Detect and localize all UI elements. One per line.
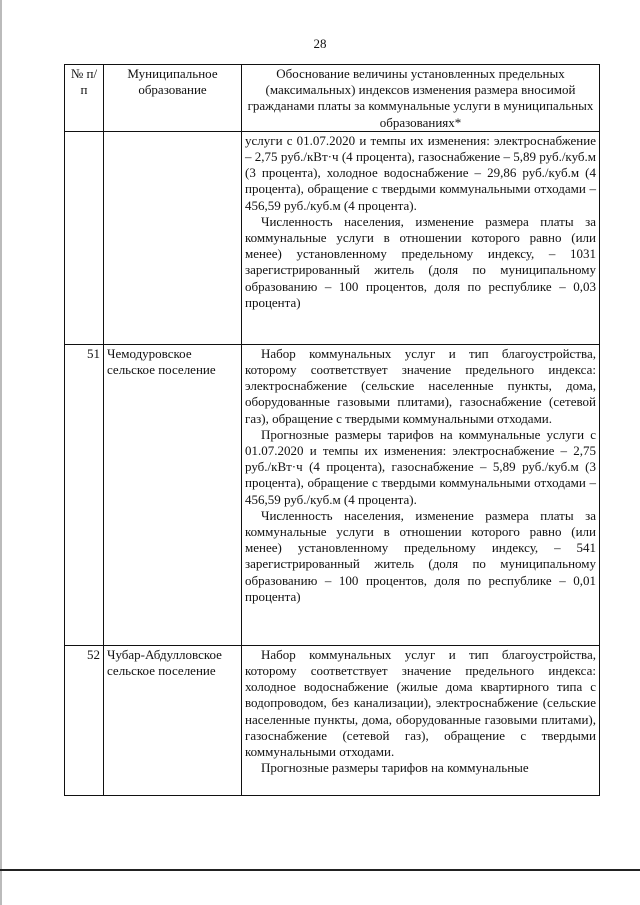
row-number: 52: [65, 645, 104, 795]
row-municipality: Чемодуровское сельское поселение: [104, 344, 242, 645]
row-number: 51: [65, 344, 104, 645]
page-number: 28: [313, 36, 327, 51]
rationale-paragraph: Численность населения, изменение размера платы за коммунальные услуги в отношении которого равно (или менее) установленному предельному индексу, – 541 зарегистрированный житель (доля по муниципальному образованию – 100 процентов, доля по республике – 0,01 процента): [245, 507, 596, 604]
header-number: № п/п: [65, 65, 104, 132]
row-municipality: Чубар-Абдулловское сельское поселение: [104, 645, 242, 795]
table-row: [65, 131, 600, 344]
rationale-paragraph: Прогнозные размеры тарифов на коммунальные услуги с 01.07.2020 и темпы их изменения: электроснабжение – 2,75 руб./кВт·ч (4 процента), газоснабжение – 5,89 руб./куб.м (3 процента), обращение с твердыми коммунальными отходами – 456,59 руб./куб.м (4 процента).: [245, 426, 596, 507]
rationale-paragraph: Набор коммунальных услуг и тип благоустройства, которому соответствует значение предельного индекса: холодное водоснабжение (жилые дома квартирного типа с водопроводом, без канализации), электроснабжение (сельские населенные пункты, дома, оборудованные газовыми плитами), газоснабжение (сетевой газ), обращение с твердыми коммунальными отходами.: [245, 646, 596, 760]
table-row: [65, 344, 600, 645]
rationale-paragraph: Численность населения, изменение размера платы за коммунальные услуги в отношении которого равно (или менее) установленному предельному индексу, – 1031 зарегистрированный житель (доля по муниципальному образованию – 100 процентов, доля по республике – 0,03 процента): [245, 213, 596, 310]
tariff-index-table: [64, 64, 600, 796]
rationale-paragraph: услуги с 01.07.2020 и темпы их изменения: электроснабжение – 2,75 руб./кВт·ч (4 процента), газоснабжение – 5,89 руб./куб.м (3 процента), холодное водоснабжение – 29,86 руб./куб.м (4 процента), обращение с твердыми коммунальными отходами – 456,59 руб./куб.м (4 процента).: [245, 132, 596, 213]
row-rationale: [242, 131, 600, 344]
scan-bottom-edge: [0, 869, 640, 871]
row-municipality: [104, 131, 242, 344]
table-header-row: [65, 65, 600, 132]
table-row: [65, 645, 600, 795]
row-number: [65, 131, 104, 344]
row-rationale: [242, 645, 600, 795]
header-rationale: Обоснование величины установленных предельных (максимальных) индексов изменения размера вносимой гражданами платы за коммунальные услуги в муниципальных образованиях*: [242, 65, 600, 132]
header-municipality: Муниципальное образование: [104, 65, 242, 132]
row-rationale: [242, 344, 600, 645]
scan-left-edge: [0, 0, 2, 905]
rationale-paragraph: Набор коммунальных услуг и тип благоустройства, которому соответствует значение предельного индекса: электроснабжение (сельские населенные пункты, дома, оборудованные газовыми плитами), газоснабжение (сетевой газ), обращение с твердыми коммунальными отходами.: [245, 345, 596, 426]
rationale-paragraph: Прогнозные размеры тарифов на коммунальные: [261, 760, 529, 776]
